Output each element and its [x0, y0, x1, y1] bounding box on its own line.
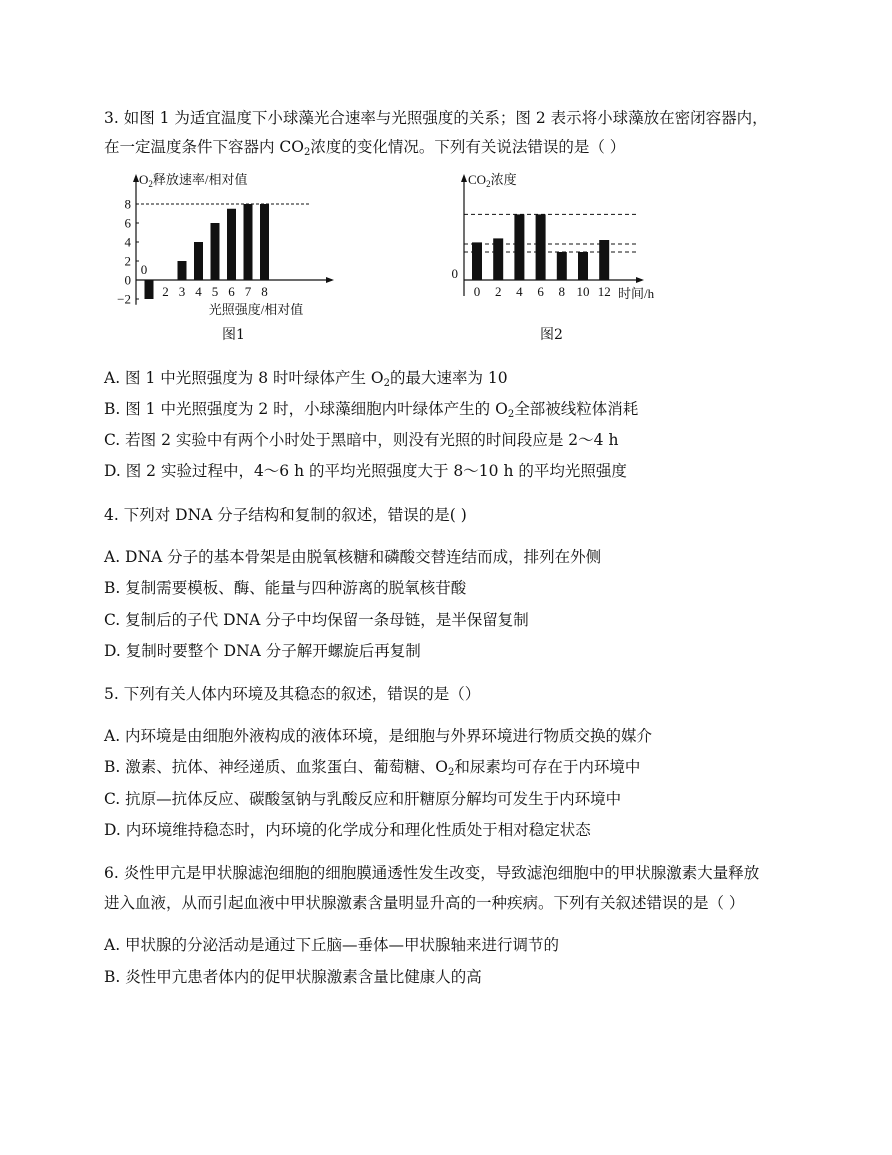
q5-option-d: D. 内环境维持稳态时，内环境的化学成分和理化性质处于相对稳定状态 [104, 821, 591, 839]
figure1-bar [211, 223, 220, 280]
q3-option-b: B. 图 1 中光照强度为 2 时，小球藻细胞内叶绿体产生的 $O_2$全部被线粒体消耗 [104, 400, 639, 420]
figure2-y-arrow [461, 174, 467, 182]
q6-option-a: A. 甲状腺的分泌活动是通过下丘脑—垂体—甲状腺轴来进行调节的 [104, 936, 560, 954]
figure2-x-tick-label: 8 [558, 284, 566, 299]
figure2-x-tick-label: 12 [597, 284, 611, 299]
figure1-y-tick-label: 8 [124, 196, 131, 212]
q3-option-c: C. 若图 2 实验中有两个小时处于黑暗中，则没有光照的时间段应是 2～4 h [104, 431, 619, 449]
figure2-x-tick-label: 4 [516, 284, 523, 299]
figure2-x-label: 时间/h [618, 286, 655, 301]
q5-stem: 5. 下列有关人体内环境及其稳态的叙述，错误的是（） [104, 685, 481, 703]
q3-stem-line1: 3. 如图 1 为适宜温度下小球藻光合速率与光照强度的关系；图 2 表示将小球藻放在密闭容器内， [104, 109, 768, 127]
q3-stem-line2: 在一定温度条件下容器内 $CO_2$浓度的变化情况。下列有关说法错误的是（ ） [104, 138, 626, 158]
figure2-y-tick-label: 0 [451, 266, 458, 281]
figure2-x-tick-label: 0 [473, 284, 481, 299]
figure1-x-tick-label: 3 [178, 284, 186, 299]
figure1-y-label: $O_2$释放速率/相对值 [139, 172, 248, 189]
figure1-bar [227, 209, 236, 280]
q6-stem-line1: 6. 炎性甲亢是甲状腺滤泡细胞的细胞膜通透性发生改变，导致滤泡细胞中的甲状腺激素大量释放 [104, 864, 760, 882]
figure2-x-tick-label: 10 [576, 284, 590, 299]
figure1-bar [244, 204, 253, 280]
q4-option-b: B. 复制需要模板、酶、能量与四种游离的脱氧核苷酸 [104, 579, 467, 597]
figure2-x-arrow [636, 277, 644, 283]
figure1-bar [194, 242, 203, 280]
figure1-x-tick-label: 5 [211, 284, 219, 299]
figure1-x-label: 光照强度/相对值 [208, 302, 304, 317]
figure2-bar [557, 252, 567, 280]
q6-stem-line2: 进入血液，从而引起血液中甲状腺激素含量明显升高的一种疾病。下列有关叙述错误的是（ ） [104, 894, 745, 912]
q3-option-a: A. 图 1 中光照强度为 8 时叶绿体产生 $O_2$的最大速率为 10 [104, 369, 508, 389]
figure2-y-label: $CO_2$浓度 [468, 172, 517, 189]
q3-option-d: D. 图 2 实验过程中，4～6 h 的平均光照强度大于 8～10 h 的平均光照强度 [104, 462, 627, 480]
q5-option-b: B. 激素、抗体、神经递质、血浆蛋白、葡萄糖、$O_2$和尿素均可存在于内环境中 [104, 758, 641, 778]
figure2-bar [472, 242, 482, 280]
q4-stem: 4. 下列对 DNA 分子结构和复制的叙述，错误的是( ) [104, 506, 467, 524]
figure1-caption: 图1 [222, 327, 245, 343]
figure1-y-tick-label: 0 [124, 272, 131, 288]
q6-option-b: B. 炎性甲亢患者体内的促甲状腺激素含量比健康人的高 [104, 968, 482, 986]
figure2-bar [578, 252, 588, 280]
figure2-caption: 图2 [540, 327, 563, 343]
figure2-bar [493, 238, 503, 280]
figure1-y-tick-label: 2 [124, 253, 131, 269]
figure2-chart [436, 168, 696, 318]
figure1-x-tick-label: 6 [228, 284, 235, 299]
figure1-y-tick-label: −2 [117, 291, 131, 307]
q5-option-a: A. 内环境是由细胞外液构成的液体环境，是细胞与外界环境进行物质交换的媒介 [104, 727, 653, 745]
figure1-x-tick-label: 8 [261, 284, 268, 299]
q4-option-c: C. 复制后的子代 DNA 分子中均保留一条母链，是半保留复制 [104, 611, 529, 629]
figure2-x-tick-label: 2 [494, 284, 502, 299]
figure1-y-tick-label: 4 [124, 234, 131, 250]
figure2-x-tick-label: 6 [537, 284, 544, 299]
figure1-y-tick-label: 6 [124, 215, 131, 231]
figure1-bar [145, 280, 154, 299]
figure2-bar [536, 214, 546, 280]
figure1-x-tick-label: 4 [195, 284, 202, 299]
figure2-bar [599, 240, 609, 280]
figure1-x-tick-label: 2 [162, 284, 169, 299]
figure1-x-tick-label: 0 [140, 262, 148, 277]
q5-option-c: C. 抗原—抗体反应、碳酸氢钠与乳酸反应和肝糖原分解均可发生于内环境中 [104, 790, 622, 808]
figure1-chart [104, 168, 364, 318]
q4-option-a: A. DNA 分子的基本骨架是由脱氧核糖和磷酸交替连结而成，排列在外侧 [104, 548, 602, 566]
figure1-bar [178, 261, 187, 280]
figure1-x-tick-label: 7 [244, 284, 252, 299]
q4-option-d: D. 复制时要整个 DNA 分子解开螺旋后再复制 [104, 642, 421, 660]
figure2-bar [514, 214, 524, 280]
figure1-bar [260, 204, 269, 280]
figure1-x-arrow [326, 277, 334, 283]
